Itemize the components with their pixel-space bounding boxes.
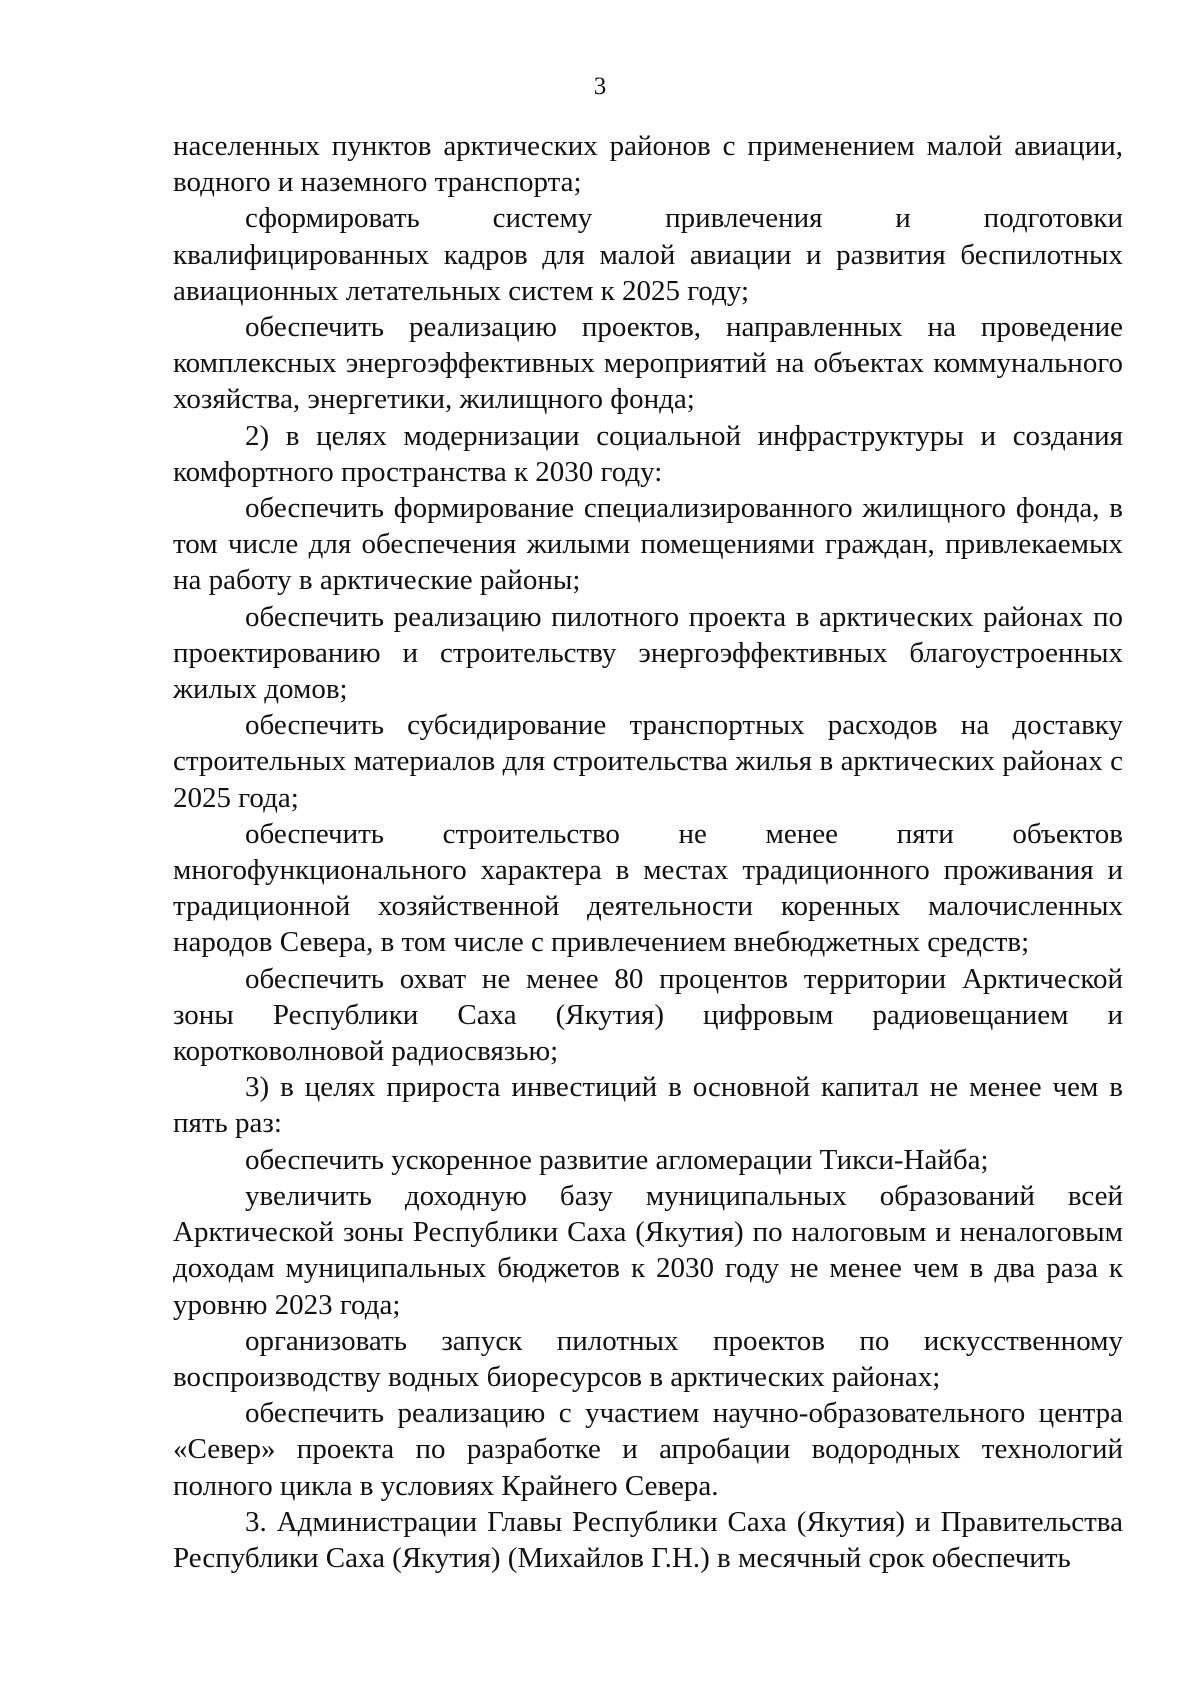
paragraph: обеспечить формирование специализированного жилищного фонда, в том числе для обеспечения жилыми помещениями граждан, привлекаемых на работу в арктические районы; (173, 492, 1123, 597)
paragraph: обеспечить охват не менее 80 процентов территории Арктической зоны Республики Саха (Якутия) цифровым радиовещанием и коротковолновой радиосвязью; (173, 962, 1123, 1068)
paragraph: обеспечить строительство не менее пяти объектов многофункционального характера в местах традиционного проживания и традиционной хозяйственной деятельности коренных малочисленных народов Севера, в том числе с привлечением внебюджетных средств; (173, 817, 1123, 959)
paragraph: обеспечить реализацию с участием научно-образовательного центра «Север» проекта по разработке и апробации водородных технологий полного цикла в условиях Крайнего Севера. (173, 1397, 1123, 1502)
paragraph: обеспечить реализацию пилотного проекта в арктических районах по проектированию и строительству энергоэффективных благоустроенных жилых домов; (173, 600, 1123, 706)
paragraph-item-3: 3) в целях прироста инвестиций в основной капитал не менее чем в пять раз: (173, 1071, 1123, 1140)
paragraph: сформировать систему привлечения и подготовки квалифицированных кадров для малой авиации и развития беспилотных авиационных летательных систем к 2025 году; (173, 202, 1123, 307)
document-body (173, 128, 1123, 1576)
page-number: 3 (593, 73, 607, 100)
paragraph: обеспечить реализацию проектов, направленных на проведение комплексных энергоэффективных мероприятий на объектах коммунального хозяйства, энергетики, жилищного фонда; (173, 311, 1123, 416)
paragraph-continuation: населенных пунктов арктических районов с применением малой авиации, водного и наземного транспорта; (173, 130, 1123, 199)
paragraph: обеспечить субсидирование транспортных расходов на доставку строительных материалов для строительства жилья в арктических районах с 2025 года; (173, 709, 1123, 814)
paragraph: обеспечить ускоренное развитие агломерации Тикси-Найба; (245, 1143, 989, 1176)
paragraph: увеличить доходную базу муниципальных образований всей Арктической зоны Республики Саха (Якутия) по налоговым и неналоговым доходам муниципальных бюджетов к 2030 году не менее чем в два раза к уровню 2023 года; (173, 1179, 1123, 1321)
paragraph: организовать запуск пилотных проектов по искусственному воспроизводству водных биоресурсов в арктических районах; (173, 1324, 1123, 1393)
paragraph-item-2: 2) в целях модернизации социальной инфраструктуры и создания комфортного пространства к 2030 году: (173, 419, 1123, 488)
paragraph-section-3: 3. Администрации Главы Республики Саха (Якутия) и Правительства Республики Саха (Якутия) (Михайлов Г.Н.) в месячный срок обеспечить (173, 1505, 1123, 1574)
